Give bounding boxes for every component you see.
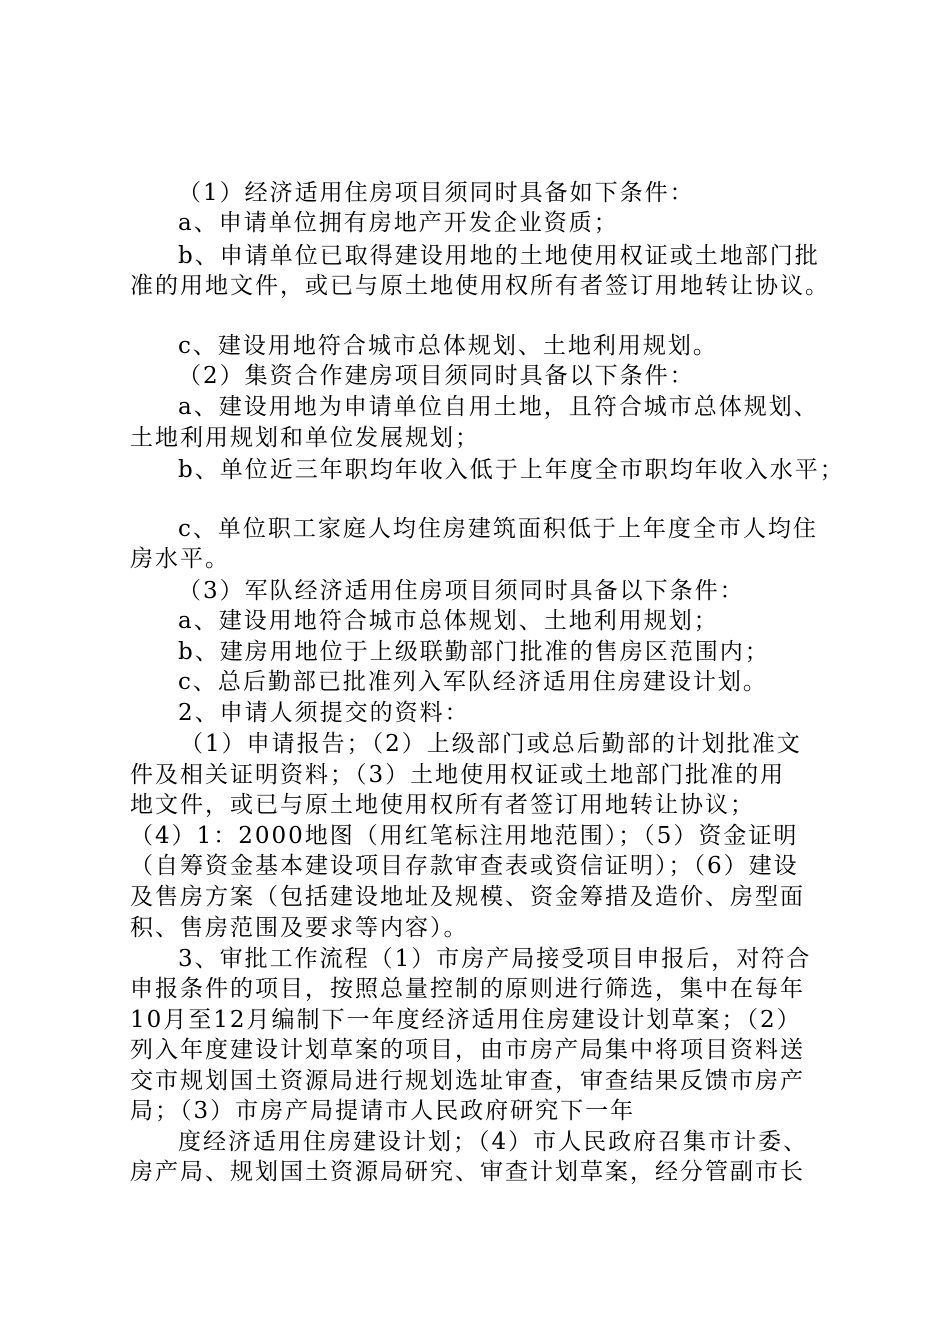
text-line: （自筹资金基本建设项目存款审查表或资信证明）；（6）建设 <box>130 853 799 879</box>
text-line: c、总后勤部已批准列入军队经济适用住房建设计划。 <box>178 669 768 695</box>
text-line: 积、售房范围及要求等内容）。 <box>130 915 469 941</box>
text-line: （2）集资合作建房项目须同时具备以下条件： <box>178 363 695 389</box>
text-line: a、建设用地符合城市总体规划、土地利用规划； <box>178 608 719 634</box>
text-line: a、建设用地为申请单位自用土地，且符合城市总体规划、 <box>178 394 819 420</box>
text-line: 土地利用规划和单位发展规划； <box>130 425 480 451</box>
text-line: c、单位职工家庭人均住房建筑面积低于上年度全市人均住 <box>178 516 818 542</box>
text-line: a、申请单位拥有房地产开发企业资质； <box>178 210 619 236</box>
text-line: 房水平。 <box>130 546 230 572</box>
text-line: 列入年度建设计划草案的项目，由市房产局集中将项目资料送 <box>130 1037 805 1063</box>
text-line: 准的用地文件，或已与原土地使用权所有者签订用地转让协议。 <box>130 273 830 299</box>
text-line: 3、审批工作流程（1）市房产局接受项目申报后，对符合 <box>178 946 812 972</box>
text-line: 及售房方案（包括建设地址及规模、资金筹措及造价、房型面 <box>130 884 805 910</box>
text-line: 地文件，或已与原土地使用权所有者签订用地转让协议； <box>130 792 755 818</box>
text-line: 房产局、规划国土资源局研究、审查计划草案，经分管副市长 <box>130 1159 805 1185</box>
text-line: （1）申请报告；（2）上级部门或总后勤部的计划批准文 <box>180 731 802 757</box>
text-line: c、建设用地符合城市总体规划、土地利用规划。 <box>178 333 718 359</box>
text-line: 局；（3）市房产局提请市人民政府研究下一年 <box>130 1098 636 1124</box>
text-line: 2、申请人须提交的资料： <box>178 700 470 726</box>
text-line: 申报条件的项目，按照总量控制的原则进行筛选，集中在每年 <box>130 976 805 1002</box>
text-line: 交市规划国土资源局进行规划选址审查，审查结果反馈市房产 <box>130 1068 805 1094</box>
text-line: 10月至12月编制下一年度经济适用住房建设计划草案；（2） <box>130 1007 802 1033</box>
text-line: （4）1：2000地图（用红笔标注用地范围）；（5）资金证明 <box>130 823 799 849</box>
text-line: （1）经济适用住房项目须同时具备如下条件： <box>178 180 695 206</box>
text-line: b、单位近三年职均年收入低于上年度全市职均年收入水平； <box>178 457 845 483</box>
text-line: 度经济适用住房建设计划；（4）市人民政府召集市计委、 <box>178 1129 809 1155</box>
text-line: b、建房用地位于上级联勤部门批准的售房区范围内； <box>178 639 770 665</box>
text-line: （3）军队经济适用住房项目须同时具备以下条件： <box>178 578 745 604</box>
text-line: b、申请单位已取得建设用地的土地使用权证或土地部门批 <box>178 243 820 269</box>
text-line: 件及相关证明资料；（3）土地使用权证或土地部门批准的用 <box>130 762 786 788</box>
